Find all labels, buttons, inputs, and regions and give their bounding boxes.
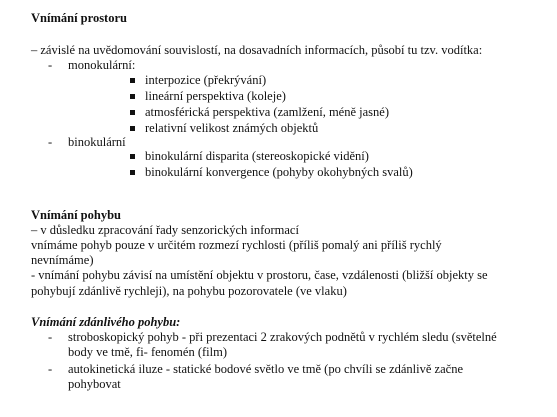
bullet-square-icon — [130, 110, 135, 115]
list-item-linearni-perspektiva: lineární perspektiva (koleje) — [145, 89, 286, 103]
bullet-square-icon — [130, 126, 135, 131]
heading-vnimani-zdanliveho-pohybu: Vnímání zdánlivého pohybu: — [31, 315, 181, 329]
paragraph-line-3: nevnímáme) — [31, 253, 94, 267]
bullet-square-icon — [130, 78, 135, 83]
list-item-atmosfericka-perspektiva: atmosférická perspektiva (zamlžení, méně jasné) — [145, 105, 389, 119]
paragraph-line-2: vnímáme pohyb pouze v určitém rozmezí rychlosti (příliš pomalý ani příliš rychlý — [31, 238, 442, 252]
heading-vnimani-prostoru: Vnímání prostoru — [31, 11, 127, 25]
list-item-marker: - — [48, 330, 53, 344]
paragraph-line-5: pohybují zdánlivě rychleji), na pohybu pozorovatele (ve vlaku) — [31, 284, 347, 298]
bullet-square-icon — [130, 154, 135, 159]
group-label-monokularni: monokulární: — [68, 58, 136, 72]
paragraph-line-1: – v důsledku zpracování řady senzorických informací — [31, 223, 299, 237]
bullet-square-icon — [130, 94, 135, 99]
list-item-relativni-velikost: relativní velikost známých objektů — [145, 121, 319, 135]
list-item-autokineticka-line2: pohybovat — [68, 377, 121, 391]
list-item-stroboskopicky-line1: stroboskopický pohyb - při prezentaci 2 zrakových podnětů v rychlém sledu (světelné — [68, 330, 497, 344]
list-item-autokineticka-line1: autokinetická iluze - statické bodové světlo ve tmě (po chvíli se zdánlivě začne — [68, 362, 463, 376]
group-label-binokularni: binokulární — [68, 135, 126, 149]
list-item-stroboskopicky-line2: body ve tmě, fi- fenomén (film) — [68, 345, 227, 359]
heading-vnimani-pohybu: Vnímání pohybu — [31, 208, 121, 222]
paragraph-line-4: - vnímání pohybu závisí na umístění objektu v prostoru, čase, vzdálenosti (bližší objekty se — [31, 268, 488, 282]
list-item-binokularni-konvergence: binokulární konvergence (pohyby okohybných svalů) — [145, 165, 413, 179]
bullet-square-icon — [130, 170, 135, 175]
list-item-binokularni-disparita: binokulární disparita (stereoskopické vidění) — [145, 149, 369, 163]
group-marker-monokularni: - — [48, 58, 53, 72]
group-marker-binokularni: - — [48, 135, 53, 149]
list-item-marker: - — [48, 362, 53, 376]
intro-prostoru: – závislé na uvědomování souvislostí, na dosavadních informacích, působí tu tzv. vodítka: — [31, 43, 483, 57]
list-item-interpozice: interpozice (překrývání) — [145, 73, 267, 87]
